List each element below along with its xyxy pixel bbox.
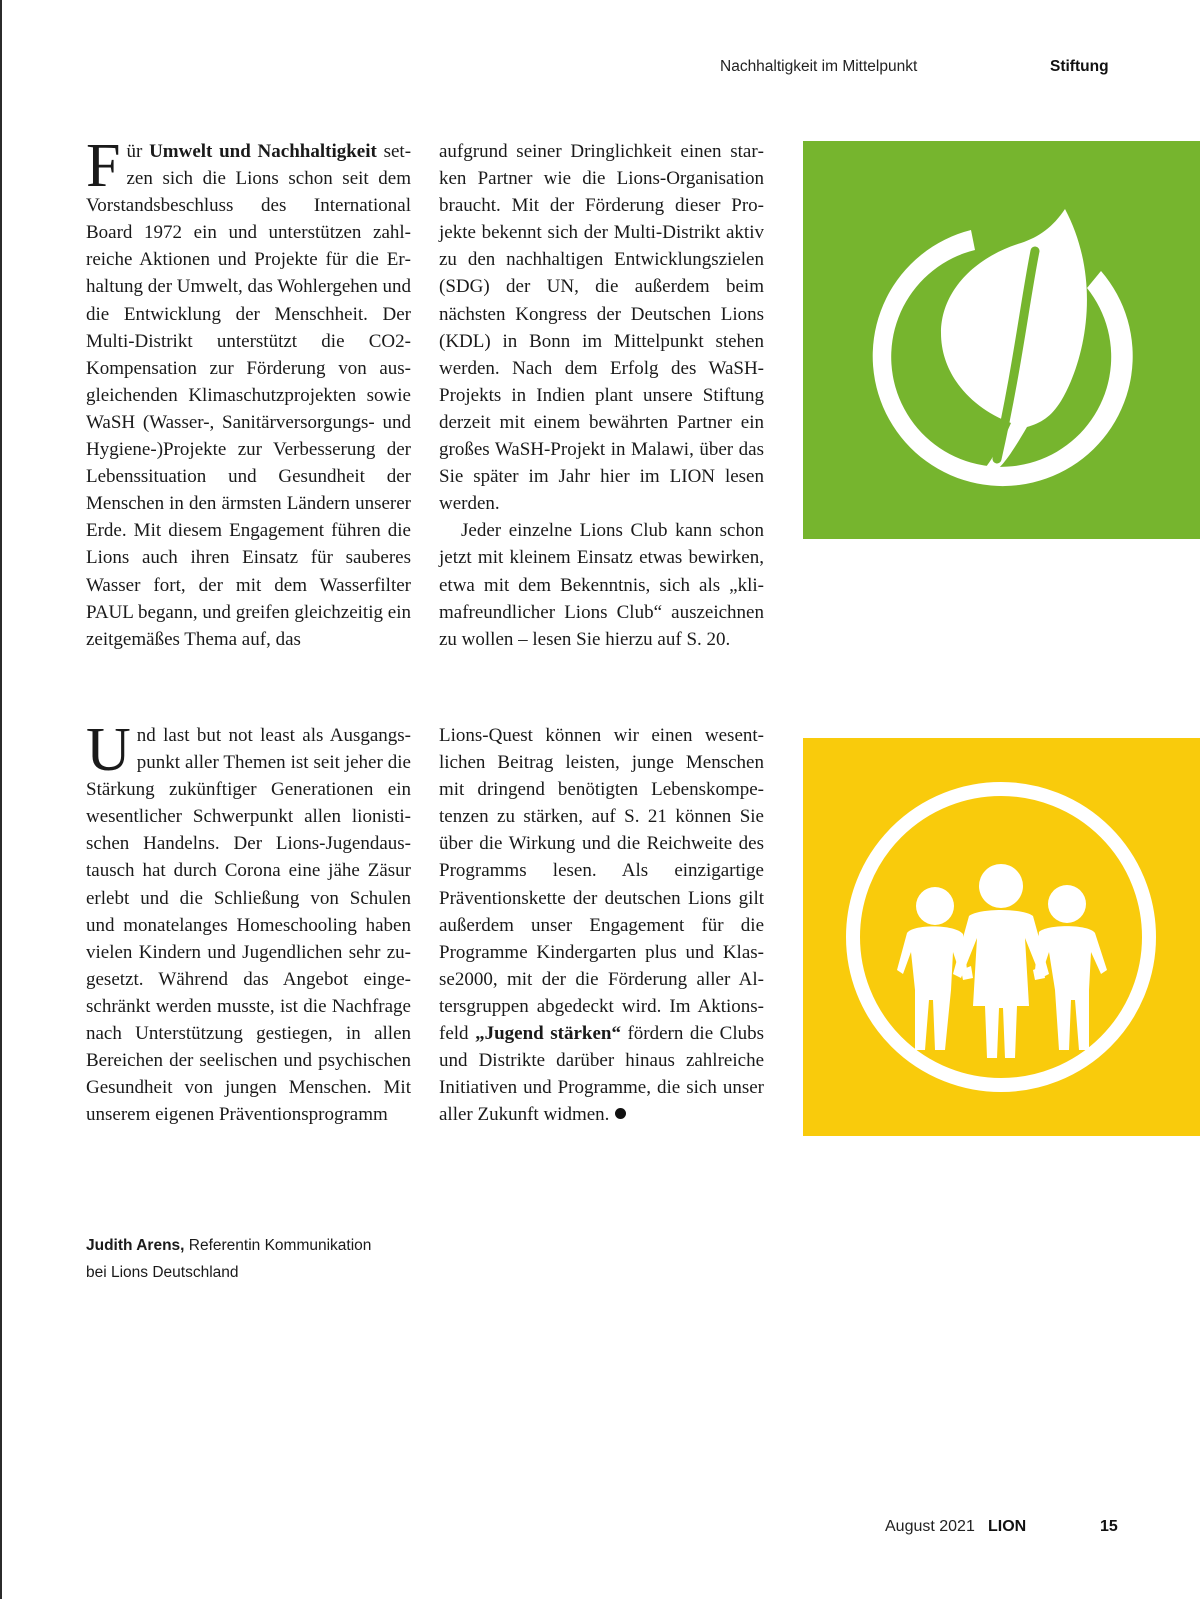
author-name: Judith Arens, xyxy=(86,1237,185,1254)
paragraph xyxy=(86,132,412,653)
paragraph: aufgrund seiner Dringlichkeit einen starken Partner wie die Lions-Organisation braucht. Mit der Förderung dieser Projekte bekennt sich der Multi-Distrikt aktiv zu den nachhaltigen Entwicklungszielen (SDG) der UN, die außerdem beim nächsten Kongress der Deutschen Lions (KDL) in Bonn im Mittelpunkt stehen werden. Nach dem Erfolg des WaSH-Projekts in Indien plant unsere Stiftung derzeit mit einem bewährten Partner ein großes WaSH-Projekt in Malawi, über das Sie später im Jahr hier im LION lesen werden. xyxy=(439,141,764,515)
children-icon xyxy=(803,738,1200,1136)
paragraph: Jeder einzelne Lions Club kann schon jetzt mit kleinem Einsatz etwas bewirken, etwa mit dem Bekenntnis, sich als „klimafreundlicher Lions Club“ auszeichnen zu wollen – lesen Sie hierzu auf S. 20. xyxy=(439,520,764,650)
highlight-jugend: „Jugend stärken“ xyxy=(475,1023,621,1045)
text-run: fördern die Clubs und Distrikte darüber hinaus zahlreiche Initiativen und Programme, die sich unser aller Zukunft widmen. xyxy=(439,1023,764,1126)
page-number: 15 xyxy=(1100,1518,1118,1535)
drop-cap: F xyxy=(86,132,121,200)
leaf-icon xyxy=(803,141,1200,539)
running-head-section: Nachhaltigkeit im Mittelpunkt xyxy=(720,58,918,75)
author-org: bei Lions Deutschland xyxy=(86,1264,239,1281)
paragraph xyxy=(439,722,764,1128)
end-mark-icon xyxy=(615,1108,626,1119)
running-head-category: Stiftung xyxy=(1050,58,1109,75)
page-edge-rule xyxy=(0,0,2,1599)
youth-tile xyxy=(803,738,1200,1136)
paragraph xyxy=(86,716,411,1128)
text-run: nd last but not least als Ausgangspunkt aller Themen ist seit jeher die Stärkung zukünftiger Generationen ein wesentlicher Schwerpunkt allen lionistischen Handelns. Der Lions-Jugendaustausch hat durch Corona eine jähe Zäsur erlebt und die Schließung von Schulen und monatelanges Homeschooling haben vielen Kindern und Jugendlichen sehr zugesetzt. Während das Angebot eingeschränkt werden musste, ist die Nachfrage nach Unterstützung gestiegen, in allen Bereichen der seelischen und psychischen Gesundheit von jungen Menschen. Mit unserem eigenen Präventionsprogramm xyxy=(86,725,411,1126)
article-column-youth-right xyxy=(439,722,764,1128)
footer-issue-date: August 2021 xyxy=(885,1518,975,1535)
drop-cap: U xyxy=(86,716,131,784)
text-run: setzen sich die Lions schon seit dem Vorstandsbeschluss des International Board 1972 ein und unterstützen zahlreiche Aktionen und Projekte für die Erhaltung der Umwelt, das Wohlergehen und die Entwicklung der Menschheit. Der Multi-Distrikt unterstützt die CO2-Kompensation zur Förderung von ausgleichenden Klimaschutzprojekten sowie WaSH (Wasser-, Sanitärversorgungs- und Hygiene-)Projekte zur Verbesserung der Lebenssituation und Gesundheit der Menschen in den ärmsten Ländern unserer Erde. Mit diesem Engagement führen die Lions auch ihren Einsatz für sauberes Wasser fort, der mit dem Wasserfilter PAUL begann, und greifen gleichzeitig ein zeitgemäßes Thema auf, das xyxy=(86,141,412,650)
article-column-youth-left xyxy=(86,716,411,1128)
text-run: Lions-Quest können wir einen wesentlichen Beitrag leisten, junge Menschen mit dringend benötigten Lebenskompetenzen zu stärken, auf S. 21 können Sie über die Wirkung und die Reichweite des Programms lesen. Als einzigartige Präventionskette der deutschen Lions gilt außerdem unser Engagement für die Programme Kindergarten plus und Klasse2000, mit der die Förderung aller Altersgruppen abgedeckt wird. Im Aktionsfeld xyxy=(439,725,764,1045)
article-column-environment-right xyxy=(439,138,764,653)
environment-tile xyxy=(803,141,1200,539)
footer-magazine-name: LION xyxy=(988,1518,1027,1535)
author-credit xyxy=(86,1232,371,1286)
article-column-environment-left xyxy=(86,132,412,653)
text-run: ür xyxy=(126,141,150,162)
author-role: Referentin Kommunikation xyxy=(184,1237,372,1254)
highlight-umwelt: Umwelt und Nachhaltigkeit xyxy=(149,141,377,162)
